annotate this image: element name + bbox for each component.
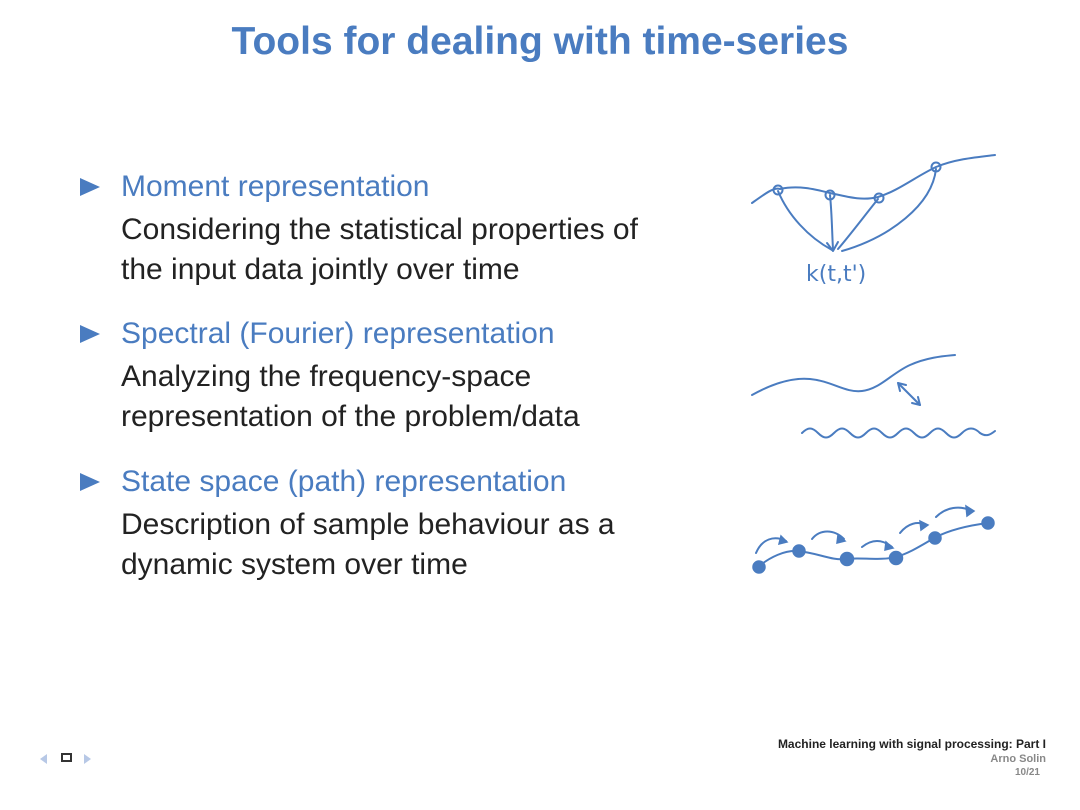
item-heading: Spectral (Fourier) representation	[121, 317, 555, 350]
page-number: 10/21	[1014, 767, 1040, 778]
sample-path	[752, 155, 995, 203]
sketch-label: k(t,t')	[806, 262, 867, 287]
item-body-line: the input data jointly over time	[121, 253, 520, 286]
item-body-line: Considering the statistical properties of	[121, 213, 638, 246]
nav-prev-icon[interactable]	[40, 754, 47, 764]
oscillating-signal	[802, 429, 995, 438]
state-path	[758, 523, 988, 567]
item-body-line: representation of the problem/data	[121, 400, 580, 433]
state-space-sketch	[740, 495, 1010, 590]
triangle-right-icon	[80, 325, 100, 343]
covariance-arc	[842, 169, 936, 251]
smooth-signal	[752, 355, 955, 395]
bullet-item-spectral	[80, 317, 720, 437]
triangle-right-icon	[80, 178, 100, 196]
item-body	[121, 357, 580, 437]
nav-next-icon[interactable]	[84, 754, 91, 764]
slide-navigation	[40, 750, 100, 768]
covariance-arc	[838, 199, 878, 249]
item-body	[121, 505, 615, 585]
bullet-item-state-space	[80, 465, 720, 585]
transform-arrow	[898, 383, 920, 405]
covariance-arc	[830, 195, 833, 249]
item-heading: Moment representation	[121, 170, 430, 203]
item-body	[121, 210, 638, 290]
triangle-right-icon	[80, 473, 100, 491]
covariance-arc	[778, 191, 832, 250]
frame-icon[interactable]	[61, 753, 72, 762]
footer-info	[778, 737, 1046, 780]
item-body-line: dynamic system over time	[121, 548, 468, 581]
item-body-line: Description of sample behaviour as a	[121, 508, 615, 541]
item-body-line: Analyzing the frequency-space	[121, 360, 532, 393]
covariance-sketch	[740, 145, 1010, 295]
bullet-item-moment	[80, 170, 720, 290]
slide-title: Tools for dealing with time-series	[231, 20, 849, 63]
item-heading: State space (path) representation	[121, 465, 567, 498]
footer-course: Machine learning with signal processing: Part I	[777, 737, 1046, 751]
footer-author: Arno Solin	[990, 753, 1046, 765]
spectral-sketch	[740, 345, 1010, 445]
